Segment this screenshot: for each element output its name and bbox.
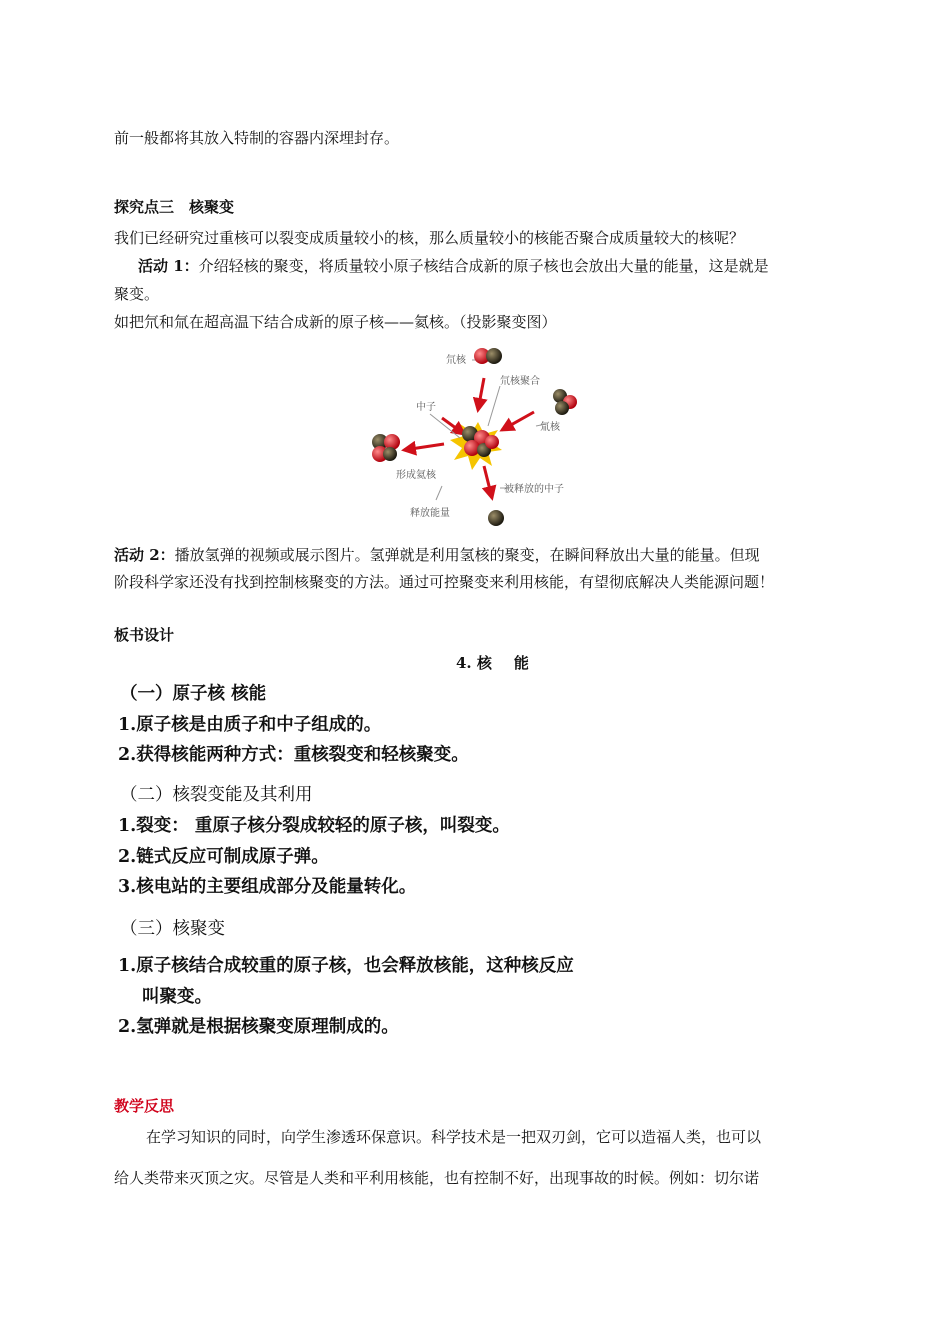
label-deuterium: 氘核	[446, 355, 466, 366]
board-part2-title: （二）核裂变能及其利用	[120, 785, 313, 805]
section-heading: 探究点三 核聚变	[114, 198, 235, 216]
activity2-text: 播放氢弹的视频或展示图片。氢弹就是利用氢核的聚变，在瞬间释放出大量的能量。但现	[174, 546, 760, 564]
body-text-line: 前一般都将其放入特制的容器内深埋封存。	[114, 129, 400, 147]
activity1-text: 介绍轻核的聚变，将质量较小原子核结合成新的原子核也会放出大量的能量，这是就是	[198, 257, 769, 275]
board-part2-item: 2.链式反应可制成原子弹。	[118, 847, 329, 867]
arrow-deuterium	[478, 378, 484, 410]
board-part1-item: 1.原子核是由质子和中子组成的。	[118, 715, 382, 735]
arrow-tritium	[502, 412, 534, 430]
board-part2-item: 1.裂变： 重原子核分裂成较轻的原子核，叫裂变。	[118, 816, 510, 836]
activity1-label: 活动 1：	[138, 257, 199, 275]
activity1-line	[138, 256, 769, 276]
board-part1-item: 2.获得核能两种方式：重核裂变和轻核聚变。	[118, 745, 469, 765]
released-neutron	[488, 510, 504, 526]
board-title-b: 能	[513, 654, 529, 672]
example-line: 如把氘和氚在超高温下结合成新的原子核——氦核。（投影聚变图）	[114, 313, 557, 331]
reflection-heading: 教学反思	[114, 1097, 175, 1115]
label-released-neutron: 被释放的中子	[504, 484, 564, 495]
deuterium-neutron	[486, 348, 502, 364]
reflection-text: 在学习知识的同时，向学生渗透环保意识。科学技术是一把双刃剑，它可以造福人类，也可以	[146, 1128, 762, 1146]
reflection-text-cont: 给人类带来灭顶之灾。尽管是人类和平利用核能，也有控制不好，出现事故的时候。例如：切尔诺	[114, 1169, 760, 1187]
activity2-label: 活动 2：	[114, 546, 175, 564]
board-title-a: 4. 核	[456, 654, 492, 672]
fusion-diagram	[360, 338, 592, 536]
activity2-line	[114, 545, 760, 565]
activity1-text-cont: 聚变。	[114, 285, 160, 303]
board-part3-title: （三）核聚变	[120, 919, 225, 939]
label-energy: 释放能量	[410, 508, 450, 519]
tritium-neutron-2	[555, 401, 569, 415]
arrow-helium	[404, 444, 444, 450]
board-part3-item: 2.氢弹就是根据核聚变原理制成的。	[118, 1017, 399, 1037]
board-part3-item-cont: 叫聚变。	[142, 987, 212, 1007]
helium-neutron-2	[383, 447, 397, 461]
board-title	[456, 653, 529, 673]
leader-fusion	[488, 386, 500, 426]
board-part1-title: （一）原子核 核能	[120, 684, 267, 704]
intro-paragraph: 我们已经研究过重核可以裂变成质量较小的核，那么质量较小的核能否聚合成质量较大的核呢？	[114, 229, 745, 247]
board-heading: 板书设计	[114, 626, 175, 644]
label-tritium: 氚核	[540, 422, 560, 433]
label-helium: 形成氦核	[396, 470, 436, 481]
activity2-text-cont: 阶段科学家还没有找到控制核聚变的方法。通过可控聚变来利用核能，有望彻底解决人类能源问题！	[114, 573, 775, 591]
arrow-neutron-out	[484, 466, 492, 498]
leader-energy	[436, 486, 442, 500]
label-fusion: 氘核聚合	[500, 376, 540, 387]
board-part3-item: 1.原子核结合成较重的原子核，也会释放核能，这种核反应	[118, 956, 574, 976]
label-neutron: 中子	[416, 402, 436, 413]
board-part2-item: 3.核电站的主要组成部分及能量转化。	[118, 877, 417, 897]
center-proton-3	[485, 435, 499, 449]
